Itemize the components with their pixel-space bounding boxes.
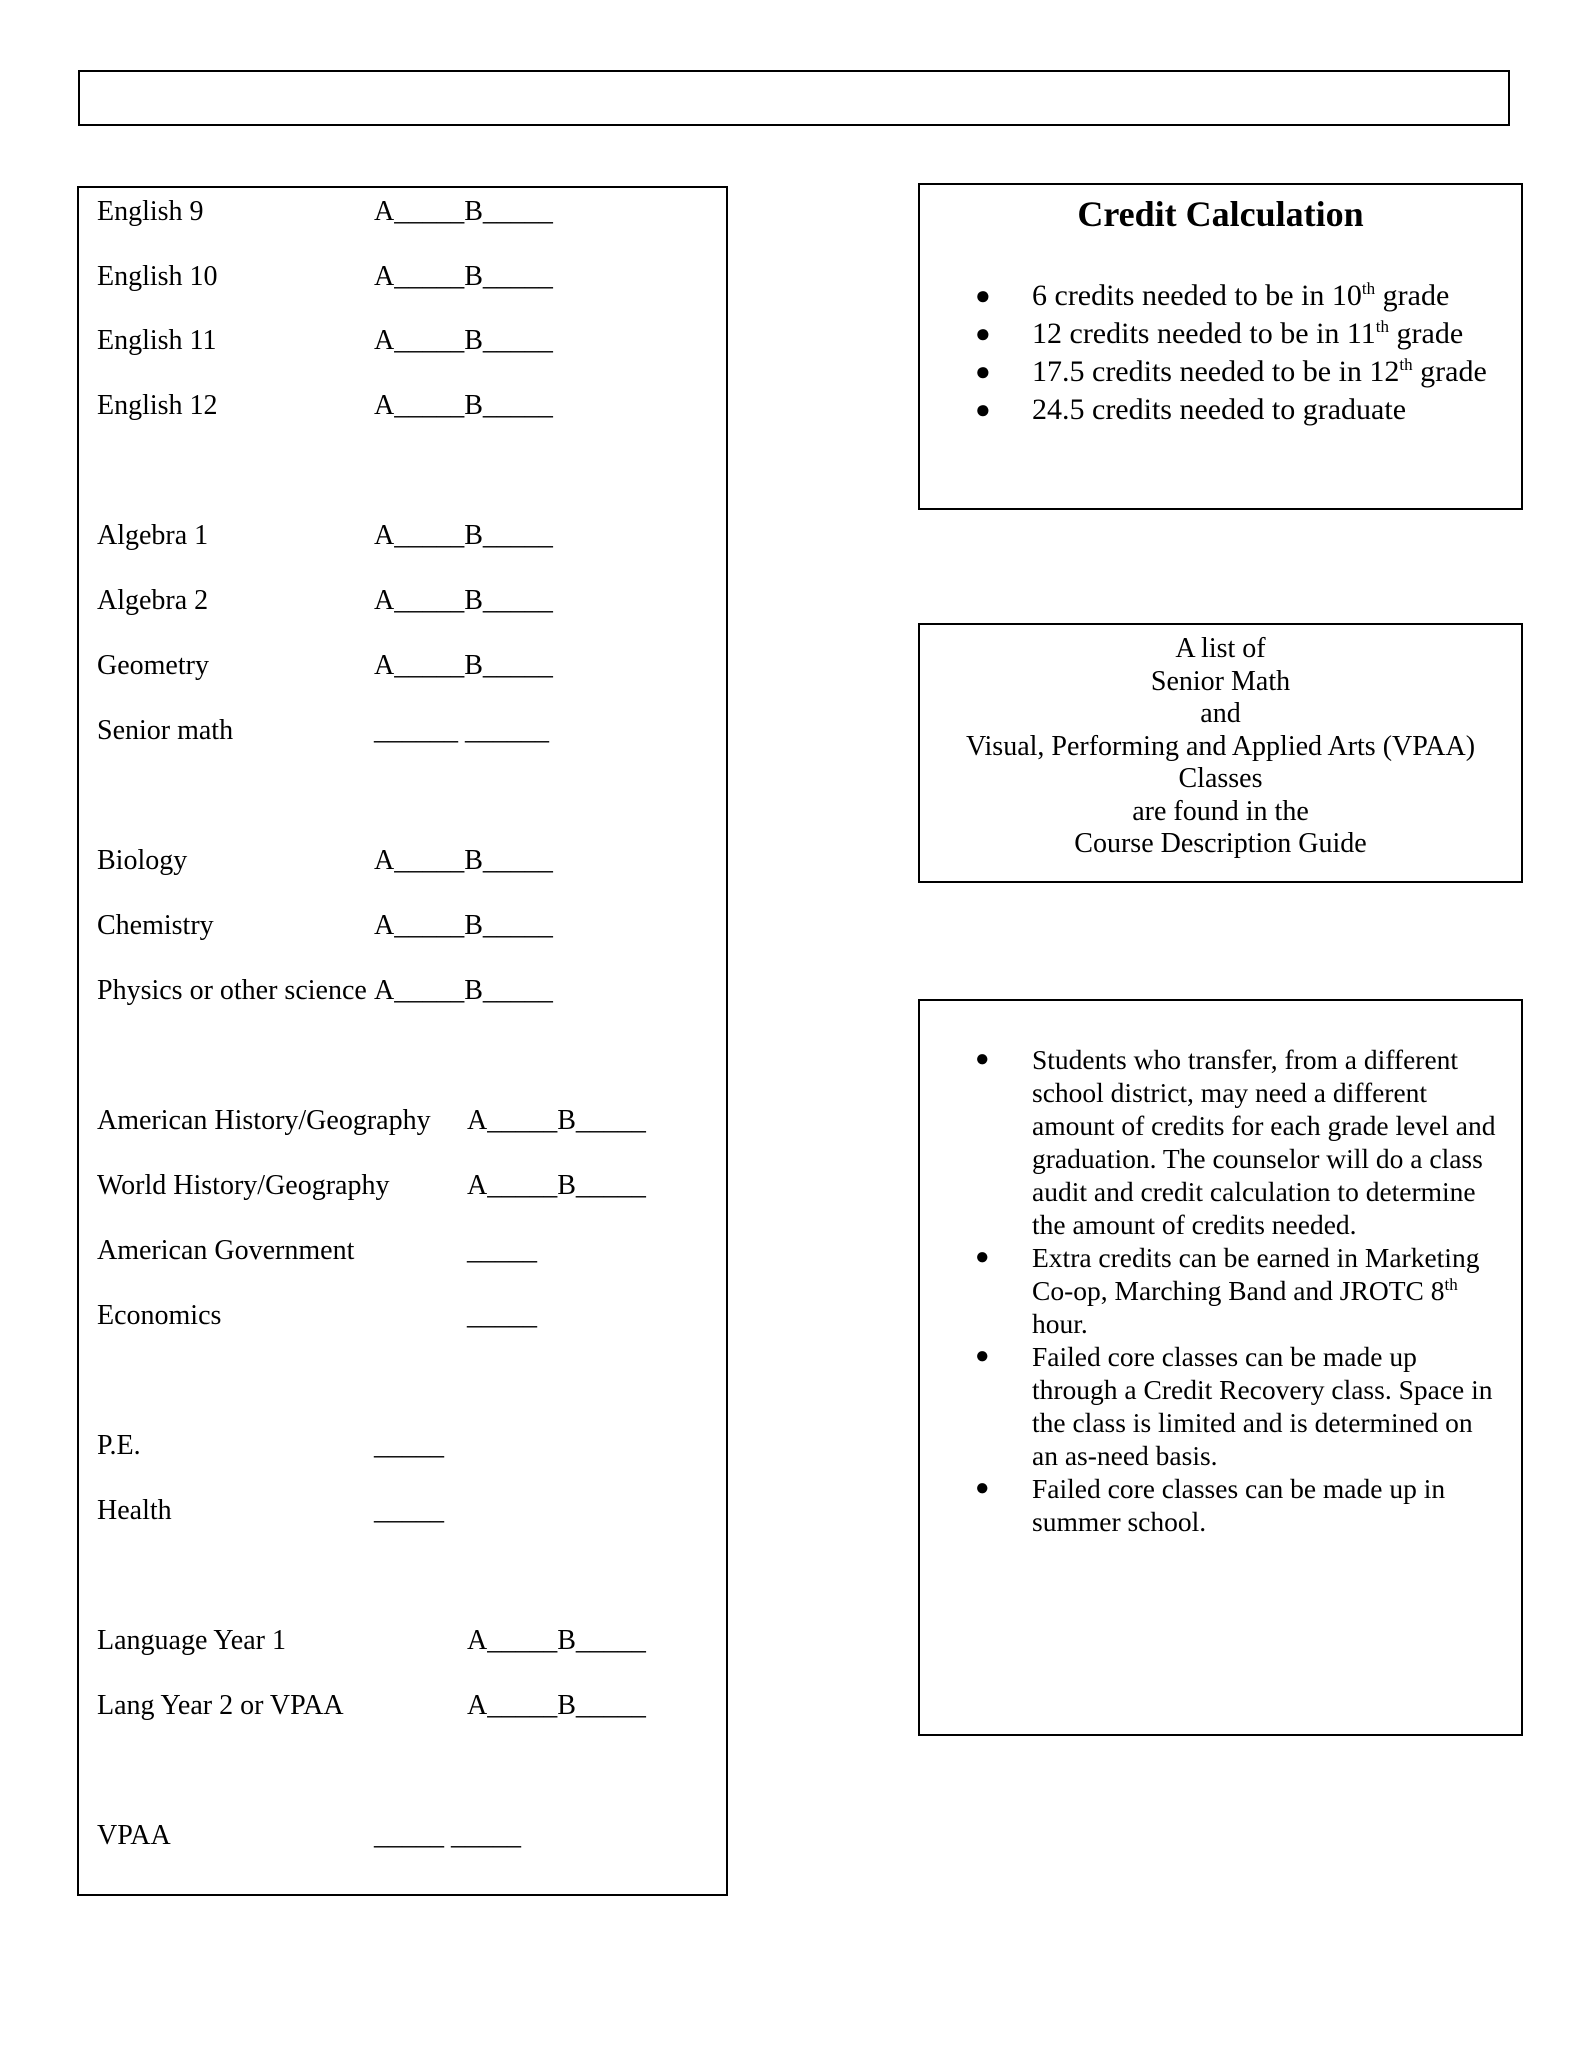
grade-blank: A_____B_____ <box>374 325 553 356</box>
bullet-icon: ● <box>975 1244 990 1270</box>
course-algebra-2: Algebra 2 <box>97 585 209 616</box>
header-box <box>78 70 1510 126</box>
course-language-year-1: Language Year 1 <box>97 1625 286 1656</box>
bullet-icon: ● <box>975 281 991 310</box>
course-chemistry: Chemistry <box>97 910 214 941</box>
grade-blank: _____ <box>374 1430 444 1461</box>
grade-blank: A_____B_____ <box>374 845 553 876</box>
text-line: Senior Math <box>1150 665 1291 697</box>
course-vpaa: VPAA <box>97 1820 171 1851</box>
grade-blank: A_____B_____ <box>467 1105 646 1136</box>
grade-blank: A_____B_____ <box>374 390 553 421</box>
course-english-10: English 10 <box>97 261 218 292</box>
bullet-icon: ● <box>975 319 991 348</box>
list-item: ● Failed core classes can be made up through a Credit Recovery class. Space in the class is limited and is determined on an as-need basis. <box>975 1341 1493 1471</box>
text-line: Classes <box>1178 763 1263 794</box>
grade-blank: A_____B_____ <box>374 196 553 227</box>
grade-blank: A_____B_____ <box>467 1625 646 1656</box>
course-guide-text <box>918 633 1523 861</box>
grade-blank: A_____B_____ <box>467 1170 646 1201</box>
course-pe: P.E. <box>97 1430 141 1461</box>
course-health: Health <box>97 1495 172 1526</box>
grade-blank: A_____B_____ <box>467 1690 646 1721</box>
grade-blank: _____ <box>374 1495 444 1526</box>
course-american-government: American Government <box>97 1235 355 1266</box>
grade-blank: A_____B_____ <box>374 520 553 551</box>
grade-blank: A_____B_____ <box>374 261 553 292</box>
grade-blank: A_____B_____ <box>374 910 553 941</box>
bullet-icon: ● <box>975 1046 990 1072</box>
credit-calculation-title: Credit Calculation <box>1077 194 1364 234</box>
course-geometry: Geometry <box>97 650 209 681</box>
text-line: A list of <box>1175 633 1266 664</box>
course-senior-math: Senior math <box>97 715 234 746</box>
notes-list <box>975 1043 1505 1538</box>
grade-blank: _____ <box>467 1235 537 1266</box>
grade-blank: A_____B_____ <box>374 585 553 616</box>
course-english-11: English 11 <box>97 325 217 356</box>
list-item: ● Extra credits can be earned in Marketing Co-op, Marching Band and JROTC 8th hour. <box>975 1242 1480 1339</box>
list-item: ● Failed core classes can be made up in summer school. <box>975 1473 1446 1537</box>
text-line: are found in the <box>1132 795 1309 827</box>
course-lang-year-2-or-vpaa: Lang Year 2 or VPAA <box>97 1690 344 1721</box>
course-world-history: World History/Geography <box>97 1170 390 1201</box>
credit-requirements-list <box>975 277 1487 429</box>
bullet-icon: ● <box>975 1475 990 1501</box>
text-line: Course Description Guide <box>1074 828 1367 859</box>
grade-blank: _____ <box>467 1300 537 1331</box>
text-line: Visual, Performing and Applied Arts (VPAA) <box>965 730 1476 762</box>
list-item: ● 12 credits needed to be in 11th grade <box>975 315 1487 353</box>
grade-blank: ______ ______ <box>374 715 549 746</box>
course-biology: Biology <box>97 845 188 876</box>
course-physics: Physics or other science <box>97 975 367 1006</box>
bullet-icon: ● <box>975 1343 990 1369</box>
list-item: ● 17.5 credits needed to be in 12th grade <box>975 353 1487 391</box>
grade-blank: A_____B_____ <box>374 975 553 1006</box>
text-line: and <box>1200 698 1241 729</box>
grade-blank: A_____B_____ <box>374 650 553 681</box>
grade-blank: _____ _____ <box>374 1820 521 1851</box>
list-item: ● 24.5 credits needed to graduate <box>975 391 1487 429</box>
bullet-icon: ● <box>975 357 991 386</box>
course-english-12: English 12 <box>97 390 218 421</box>
bullet-icon: ● <box>975 395 991 424</box>
course-american-history: American History/Geography <box>97 1105 431 1136</box>
course-english-9: English 9 <box>97 196 204 227</box>
course-economics: Economics <box>97 1300 222 1331</box>
list-item: ● 6 credits needed to be in 10th grade <box>975 277 1487 315</box>
course-algebra-1: Algebra 1 <box>97 520 209 551</box>
list-item: ● Students who transfer, from a different school district, may need a different amount of credits for each grade level and graduation. The counselor will do a class audit and credit calculation to determine the amount of credits needed. <box>975 1044 1496 1240</box>
